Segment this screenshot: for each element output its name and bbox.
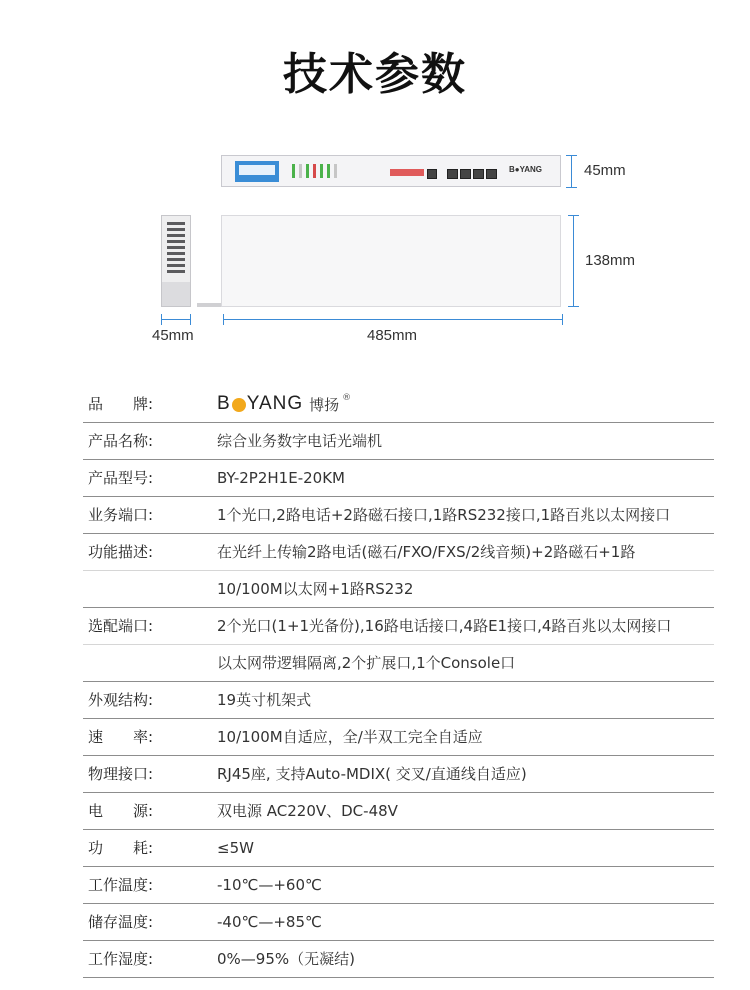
- device-front-panel: [221, 155, 561, 187]
- row-label: 工作湿度:: [88, 950, 154, 968]
- dim-depth-label: 138mm: [585, 252, 636, 269]
- row-label: 功 耗:: [88, 839, 154, 857]
- dim-line-side-width: [161, 319, 191, 320]
- brand-logo-dot-icon: [232, 398, 246, 412]
- led-indicator: [334, 164, 337, 178]
- led-indicator: [306, 164, 309, 178]
- dim-side-width-label: 45mm: [152, 327, 194, 344]
- dim-tick: [566, 155, 577, 156]
- brand-logo-text: B: [217, 393, 231, 414]
- row-value: 在光纤上传输2路电话(磁石/FXO/FXS/2线音频)+2路磁石+1路: [217, 543, 636, 561]
- row-value: 综合业务数字电话光端机: [217, 432, 383, 450]
- row-value: RJ45座, 支持Auto-MDIX( 交叉/直通线自适应): [217, 765, 527, 783]
- row-value: ≤5W: [217, 839, 254, 857]
- row-label: 选配端口:: [88, 617, 154, 635]
- dim-tick: [568, 215, 579, 216]
- led-indicator: [292, 164, 295, 178]
- row-label: 储存温度:: [88, 913, 154, 931]
- table-row: [83, 608, 714, 645]
- row-value: 2个光口(1+1光备份),16路电话接口,4路E1接口,4路百兆以太网接口: [217, 617, 672, 635]
- table-row: [83, 460, 714, 497]
- device-top-view: [221, 215, 561, 307]
- dim-tick: [566, 187, 577, 188]
- dim-line-front-height: [571, 155, 572, 188]
- table-row: [83, 719, 714, 756]
- dim-tick: [562, 314, 563, 325]
- front-brand-logo: B●YANG: [509, 165, 542, 174]
- led-indicator: [313, 164, 316, 178]
- table-row: [83, 867, 714, 904]
- rj45-port: [473, 169, 484, 179]
- row-value: -10℃—+60℃: [217, 876, 322, 894]
- row-value: -40℃—+85℃: [217, 913, 322, 931]
- row-label: 功能描述:: [88, 543, 154, 561]
- rj45-port: [447, 169, 458, 179]
- row-value: 双电源 AC220V、DC-48V: [217, 802, 398, 820]
- led-indicator: [299, 164, 302, 178]
- table-row: [83, 941, 714, 978]
- led-indicator: [327, 164, 330, 178]
- row-label: 业务端口:: [88, 506, 154, 524]
- row-label: 速 率:: [88, 728, 154, 746]
- dim-tick: [223, 314, 224, 325]
- console-port: [427, 169, 437, 179]
- table-row: [83, 830, 714, 867]
- row-value: 10/100M以太网+1路RS232: [217, 580, 414, 598]
- dip-switch-block: [390, 169, 424, 176]
- dim-tick: [568, 306, 579, 307]
- dim-front-height-label: 45mm: [584, 162, 626, 179]
- table-row: [83, 534, 714, 571]
- row-value: 1个光口,2路电话+2路磁石接口,1路RS232接口,1路百兆以太网接口: [217, 506, 671, 524]
- row-value: 10/100M自适应，全/半双工完全自适应: [217, 728, 483, 746]
- row-value: BY-2P2H1E-20KM: [217, 469, 345, 487]
- dim-line-width: [223, 319, 563, 320]
- row-label: 产品名称:: [88, 432, 154, 450]
- row-label: 产品型号:: [88, 469, 154, 487]
- rj45-port: [460, 169, 471, 179]
- table-row: [83, 756, 714, 793]
- row-value: 0%—95%（无凝结): [217, 950, 355, 968]
- table-row: [83, 904, 714, 941]
- device-foot: [197, 303, 221, 307]
- table-row: [83, 793, 714, 830]
- row-label: 电 源:: [88, 802, 154, 820]
- brand-logo-cn: 博扬: [309, 395, 340, 414]
- table-row: [83, 682, 714, 719]
- rj45-port: [486, 169, 497, 179]
- table-row: [83, 571, 714, 608]
- table-row: [83, 497, 714, 534]
- row-label: 工作温度:: [88, 876, 154, 894]
- dim-tick: [190, 314, 191, 325]
- dim-line-depth: [573, 215, 574, 307]
- row-label: 品 牌:: [88, 395, 154, 413]
- dim-tick: [161, 314, 162, 325]
- device-side-view: [161, 215, 191, 307]
- table-row-brand: [83, 386, 714, 423]
- brand-logo-text: YANG: [246, 393, 304, 414]
- row-label: 物理接口:: [88, 765, 154, 783]
- row-label: 外观结构:: [88, 691, 154, 709]
- brand-logo: [217, 392, 351, 416]
- led-indicator: [320, 164, 323, 178]
- dim-width-label: 485mm: [367, 327, 418, 344]
- row-value: 以太网带逻辑隔离,2个扩展口,1个Console口: [217, 654, 516, 672]
- table-row: [83, 423, 714, 460]
- spec-table: [83, 386, 714, 978]
- registered-mark: ®: [342, 393, 352, 403]
- table-row: [83, 645, 714, 682]
- page-title: 技术参数: [283, 49, 467, 100]
- front-label-sticker: [235, 161, 279, 182]
- row-value: 19英寸机架式: [217, 691, 312, 709]
